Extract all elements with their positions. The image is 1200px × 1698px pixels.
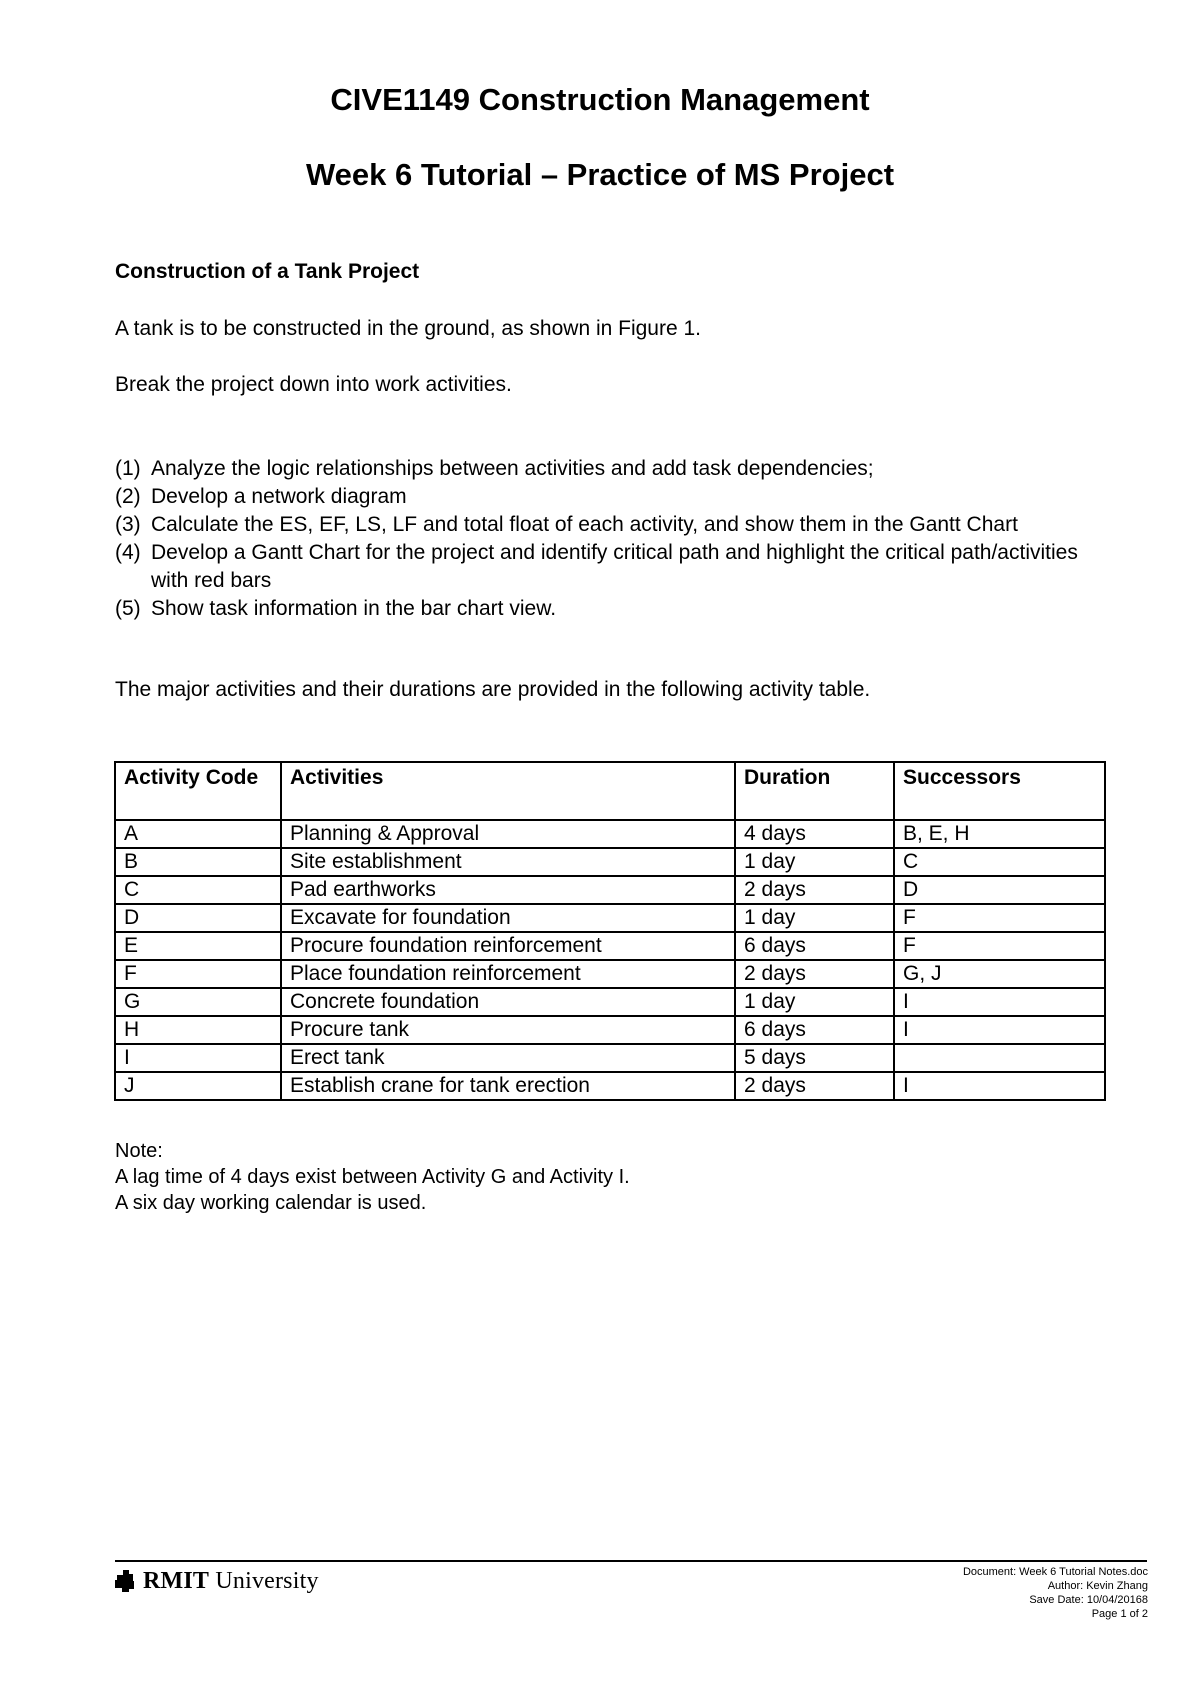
table-intro: The major activities and their durations are provided in the following activity table. [115, 678, 871, 701]
task-item [115, 455, 1115, 483]
task-text: Develop a Gantt Chart for the project and identify critical path and highlight the critical path/activities with red bars [151, 541, 1078, 592]
table-row [115, 1072, 1105, 1100]
task-number: (2) [115, 485, 141, 508]
section-heading: Construction of a Tank Project [115, 260, 420, 283]
activity-name-cell: Procure tank [281, 1016, 735, 1044]
successors-cell: G, J [894, 960, 1105, 988]
table-row [115, 960, 1105, 988]
duration-cell: 5 days [735, 1044, 894, 1072]
successors-cell: F [894, 932, 1105, 960]
table-header-row [115, 762, 1105, 820]
column-header-activities: Activities [281, 762, 735, 820]
activity-code-cell: E [115, 932, 281, 960]
table-row [115, 876, 1105, 904]
note-line: A six day working calendar is used. [115, 1192, 427, 1214]
activity-code-cell: G [115, 988, 281, 1016]
task-text: Show task information in the bar chart view. [151, 597, 557, 620]
task-text: Calculate the ES, EF, LS, LF and total float of each activity, and show them in the Gantt Chart [151, 513, 1018, 536]
activity-name-cell: Procure foundation reinforcement [281, 932, 735, 960]
successors-cell: B, E, H [894, 820, 1105, 848]
duration-cell: 2 days [735, 1072, 894, 1100]
duration-cell: 1 day [735, 904, 894, 932]
task-item [115, 511, 1115, 539]
task-number: (3) [115, 513, 141, 536]
activity-code-cell: F [115, 960, 281, 988]
logo-wordmark-bold: RMIT [143, 1567, 210, 1594]
table-row [115, 932, 1105, 960]
successors-cell: D [894, 876, 1105, 904]
successors-cell: C [894, 848, 1105, 876]
notes-label: Note: [115, 1140, 163, 1162]
task-number: (5) [115, 597, 141, 620]
successors-cell: I [894, 1072, 1105, 1100]
duration-cell: 1 day [735, 848, 894, 876]
table-row [115, 988, 1105, 1016]
footer-divider [115, 1560, 1147, 1562]
table-row [115, 1044, 1105, 1072]
activity-code-cell: D [115, 904, 281, 932]
task-number: (4) [115, 541, 141, 564]
document-metadata [963, 1565, 1148, 1621]
activity-name-cell: Planning & Approval [281, 820, 735, 848]
task-text: Analyze the logic relationships between activities and add task dependencies; [151, 457, 874, 480]
task-text: Develop a network diagram [151, 485, 407, 508]
document-subtitle: Week 6 Tutorial – Practice of MS Project [305, 157, 895, 192]
duration-cell: 2 days [735, 876, 894, 904]
column-header-duration: Duration [735, 762, 894, 820]
successors-cell [894, 1044, 1105, 1072]
logo-wordmark-regular: University [209, 1567, 319, 1594]
duration-cell: 2 days [735, 960, 894, 988]
column-header-activity-code: Activity Code [115, 762, 281, 820]
document-title: CIVE1149 Construction Management [330, 82, 870, 117]
activity-name-cell: Establish crane for tank erection [281, 1072, 735, 1100]
duration-cell: 6 days [735, 1016, 894, 1044]
successors-cell: F [894, 904, 1105, 932]
intro-paragraph-1: A tank is to be constructed in the ground, as shown in Figure 1. [115, 317, 702, 340]
table-row [115, 848, 1105, 876]
rmit-logo [115, 1565, 319, 1597]
activity-code-cell: B [115, 848, 281, 876]
table-row [115, 820, 1105, 848]
note-line: A lag time of 4 days exist between Activity G and Activity I. [115, 1166, 630, 1188]
duration-cell: 6 days [735, 932, 894, 960]
intro-paragraph-2: Break the project down into work activities. [115, 373, 512, 396]
activity-name-cell: Excavate for foundation [281, 904, 735, 932]
activity-code-cell: H [115, 1016, 281, 1044]
activity-table [114, 761, 1106, 1101]
activity-code-cell: C [115, 876, 281, 904]
task-item [115, 539, 1115, 595]
column-header-successors: Successors [894, 762, 1105, 820]
duration-cell: 4 days [735, 820, 894, 848]
activity-code-cell: I [115, 1044, 281, 1072]
activity-name-cell: Erect tank [281, 1044, 735, 1072]
logo-wordmark [143, 1568, 319, 1595]
task-number: (1) [115, 457, 141, 480]
activity-code-cell: A [115, 820, 281, 848]
page-number: Page 1 of 2 [1091, 1608, 1148, 1620]
activity-name-cell: Place foundation reinforcement [281, 960, 735, 988]
document-filename: Document: Week 6 Tutorial Notes.doc [962, 1566, 1148, 1578]
activity-name-cell: Concrete foundation [281, 988, 735, 1016]
rmit-pixel-logo-icon [115, 1570, 139, 1592]
task-list [115, 455, 1115, 623]
successors-cell: I [894, 988, 1105, 1016]
table-row [115, 1016, 1105, 1044]
activity-name-cell: Site establishment [281, 848, 735, 876]
activity-name-cell: Pad earthworks [281, 876, 735, 904]
task-item [115, 483, 1115, 511]
notes-block [115, 1138, 630, 1216]
successors-cell: I [894, 1016, 1105, 1044]
task-item [115, 595, 1115, 623]
table-row [115, 904, 1105, 932]
document-save-date: Save Date: 10/04/20168 [1029, 1594, 1148, 1606]
activity-code-cell: J [115, 1072, 281, 1100]
duration-cell: 1 day [735, 988, 894, 1016]
document-author: Author: Kevin Zhang [1047, 1580, 1148, 1592]
